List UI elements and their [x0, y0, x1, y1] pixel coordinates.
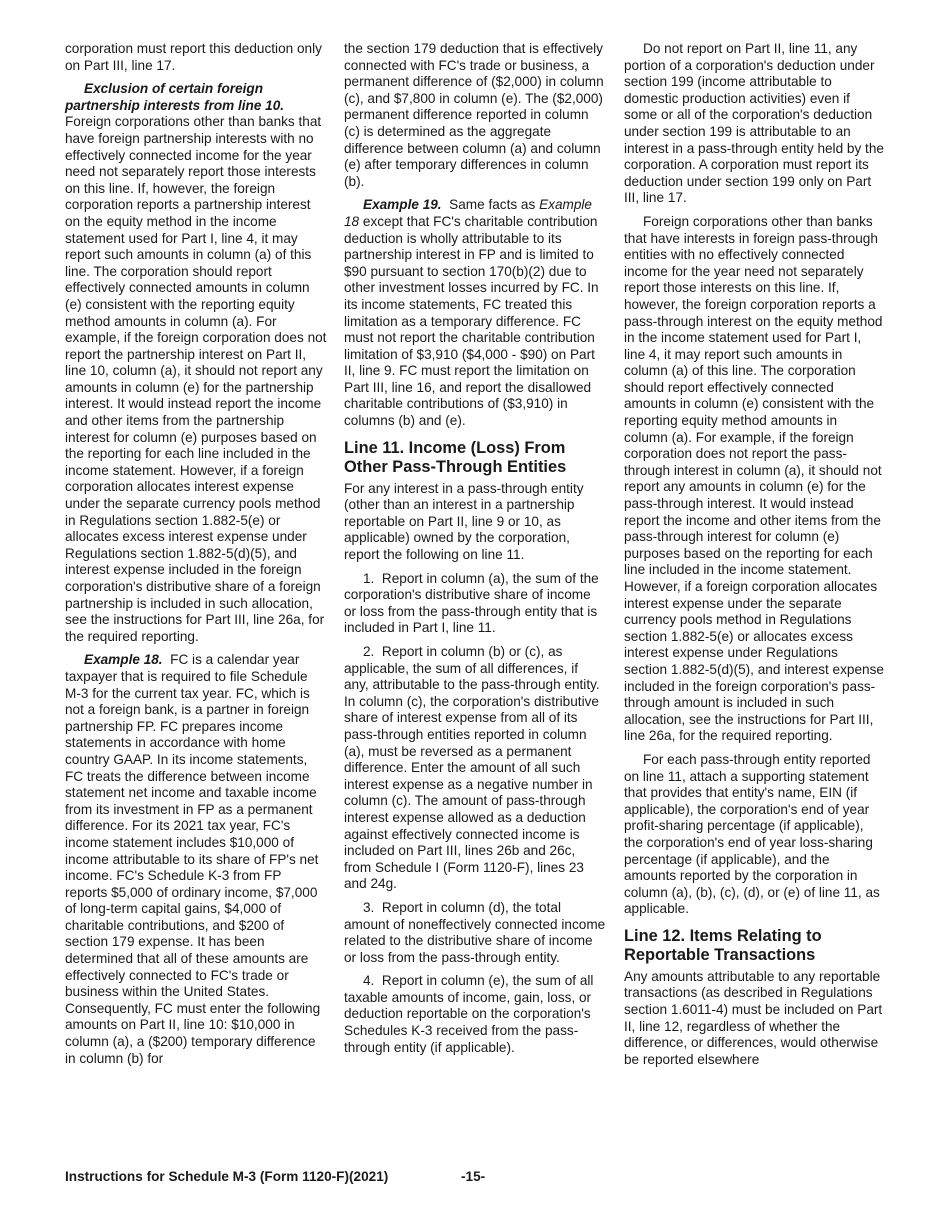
paragraph: For each pass-through entity reported on line 11, attach a supporting statement that provides that entity's name, EIN (if applicable), the corporation's end of year profit-sharing percentage (if applicable), the corporation's end of year loss-sharing percentage (if applicable), and the amounts reported by the corporation in column (a), (b), (c), (d), or (e) of line 11, as applicable.	[624, 751, 880, 917]
example-text: except that FC's charitable contribution deduction is wholly attributable to its partnership interest in FP and is limited to $90 pursuant to section 170(b)(2) due to other investment losses incurred by FC. In its income statements, FC treated this limitation as a temporary difference. FC must not report the charitable contribution limitation of $3,910 ($4,000 - $90) on Part II, line 9. FC must report the limitation on Part III, line 16, and report the disallowed charitable contributions of ($3,910) in columns (b) and (e).	[344, 213, 599, 429]
example-heading: Example 19.	[363, 197, 442, 213]
paragraph: Any amounts attributable to any reportable transactions (as described in Regulations section 1.6011-4) must be included on Part II, line 12, regardless of whether the difference, or differences, would otherwise be reported elsewhere	[624, 968, 883, 1067]
column-2	[344, 41, 606, 1063]
paragraph-example-19	[344, 197, 606, 429]
paragraph-example-18	[65, 652, 327, 1067]
page-number: -15-	[461, 1169, 486, 1184]
list-item: 3. Report in column (d), the total amount of noneffectively connected income related to the distributive share of income or loss from the pass-through entity.	[344, 899, 606, 965]
example-reference: Example 18	[344, 197, 592, 229]
paragraph: For any interest in a pass-through entity (other than an interest in a partnership reportable on Part II, line 9 or 10, as applicable) owned by the corporation, report the following on line 11.	[344, 480, 584, 563]
paragraph-exclusion	[65, 81, 327, 645]
paragraph: Do not report on Part II, line 11, any portion of a corporation's deduction under section 199 (income attributable to domestic production activities) even if some or all of the corporation's deduction under section 199 is attributable to an interest in a pass-through entity held by the corporation. A corporation must report its deduction under section 199 only on Part III, line 17.	[624, 41, 884, 206]
footer-title: Instructions for Schedule M-3 (Form 1120-F)(2021)	[65, 1169, 389, 1184]
paragraph-body: Foreign corporations other than banks that have foreign partnership interests with no effectively connected income for the year need not separately report those interests on this line. If, however, the foreign corporation reports a partnership interest on the equity method in the income statement used for Part I, line 4, it may report such amounts in column (a) of this line. The corporation should report effectively connected amounts in column (e) consistent with the reporting equity method amounts in column (a). For example, if the foreign corporation does not report the partnership interest on Part II, line 10, column (a), it should not report any amounts in column (e) for the partnership interest. It would instead report the income and other items from the partnership interest for column (e) purposes based on the reporting for each line included in the income statement. However, if a foreign corporation allocates interest expense under the separate currency pools method in Regulations section 1.882-5(e) or allocates excess interest expense under Regulations section 1.882-5(d)(5), and interest expense included in the foreign corporation's distributive share of a foreign partnership is included in such allocation, see the instructions for Part III, line 26a, for the required reporting.	[65, 114, 327, 644]
paragraph-heading: Exclusion of certain foreign partnership interests from line 10.	[65, 81, 285, 113]
example-text: Same facts as	[449, 197, 536, 213]
list-item: 2. Report in column (b) or (c), as applicable, the sum of all differences, if any, attributable to the pass-through entity. In column (c), the corporation's distributive share of interest expense from all of its pass-through entities reported in column (a), must be reversed as a permanent difference. Enter the amount of all such interest expense as a negative number in column (c). The amount of pass-through interest expense allowed as a deduction against effectively connected income is included on Part III, lines 26b and 26c, from Schedule I (Form 1120-F), lines 23 and 24g.	[344, 644, 600, 892]
paragraph: Foreign corporations other than banks that have interests in foreign pass-through entities with no effectively connected income for the year need not separately report those interests on this line. If, however, the foreign corporation reports a pass-through interest on the equity method in the income statement used for Part I, line 4, it may report such amounts in column (a) of this line. The corporation should report effectively connected amounts in column (e) consistent with the reporting equity method amounts in column (a). For example, if the foreign corporation does not report the pass-through interest in column (a), it should not report any amounts in column (e) for the pass-through interest. It would instead report the income and other items from the pass-through interest for column (e) purposes based on the reporting for each line included in the income statement. However, if a foreign corporation allocates interest expense under the separate currency pools method in Regulations section 1.882-5(e) or allocates excess interest expense under Regulations section 1.882-5(d)(5), and interest expense included in the foreign corporation's pass-through amount is included in such allocation, see the instructions for Part III, line 26a, for the required reporting.	[624, 213, 884, 744]
column-3	[624, 41, 884, 1075]
section-heading-line-11: Line 11. Income (Loss) From Other Pass-Through Entities	[344, 438, 567, 477]
example-heading: Example 18.	[84, 652, 163, 668]
example-body: FC is a calendar year taxpayer that is required to file Schedule M-3 for the current tax year. FC, which is not a foreign bank, is a partner in foreign partnership FP. FC prepares income statements in accordance with home country GAAP. In its income statements, FC treats the difference between income statement net income and taxable income from its investment in FP as a permanent difference. For its 2021 tax year, FC's income statement includes $10,000 of income attributable to its share of FP's net income. FC's Schedule K-3 from FP reports $5,000 of ordinary income, $7,000 of long-term capital gains, $4,000 of charitable contributions, and $200 of section 179 expense. It has been determined that all of these amounts are effectively connected to FC's trade or business within the United States. Consequently, FC must enter the following amounts on Part II, line 10: $10,000 in column (a), a ($200) temporary difference in column (b) for	[65, 652, 321, 1066]
column-1	[65, 41, 327, 1074]
paragraph: the section 179 deduction that is effectively connected with FC's trade or business, a permanent difference of ($2,000) in column (c), and $7,800 in column (e). The ($2,000) permanent difference reported in column (c) is determined as the aggregate difference between column (a) and column (e) after temporary differences in column (b).	[344, 41, 604, 189]
list-item: 1. Report in column (a), the sum of the corporation's distributive share of income or loss from the pass-through entity that is included in Part I, line 11.	[344, 570, 599, 636]
section-heading-line-12: Line 12. Items Relating to Reportable Transactions	[624, 926, 822, 965]
list-item: 4. Report in column (e), the sum of all taxable amounts of income, gain, loss, or deduction reportable on the corporation's Schedules K-3 received from the pass-through entity (if applicable).	[344, 973, 594, 1055]
paragraph: corporation must report this deduction only on Part III, line 17.	[65, 41, 322, 73]
